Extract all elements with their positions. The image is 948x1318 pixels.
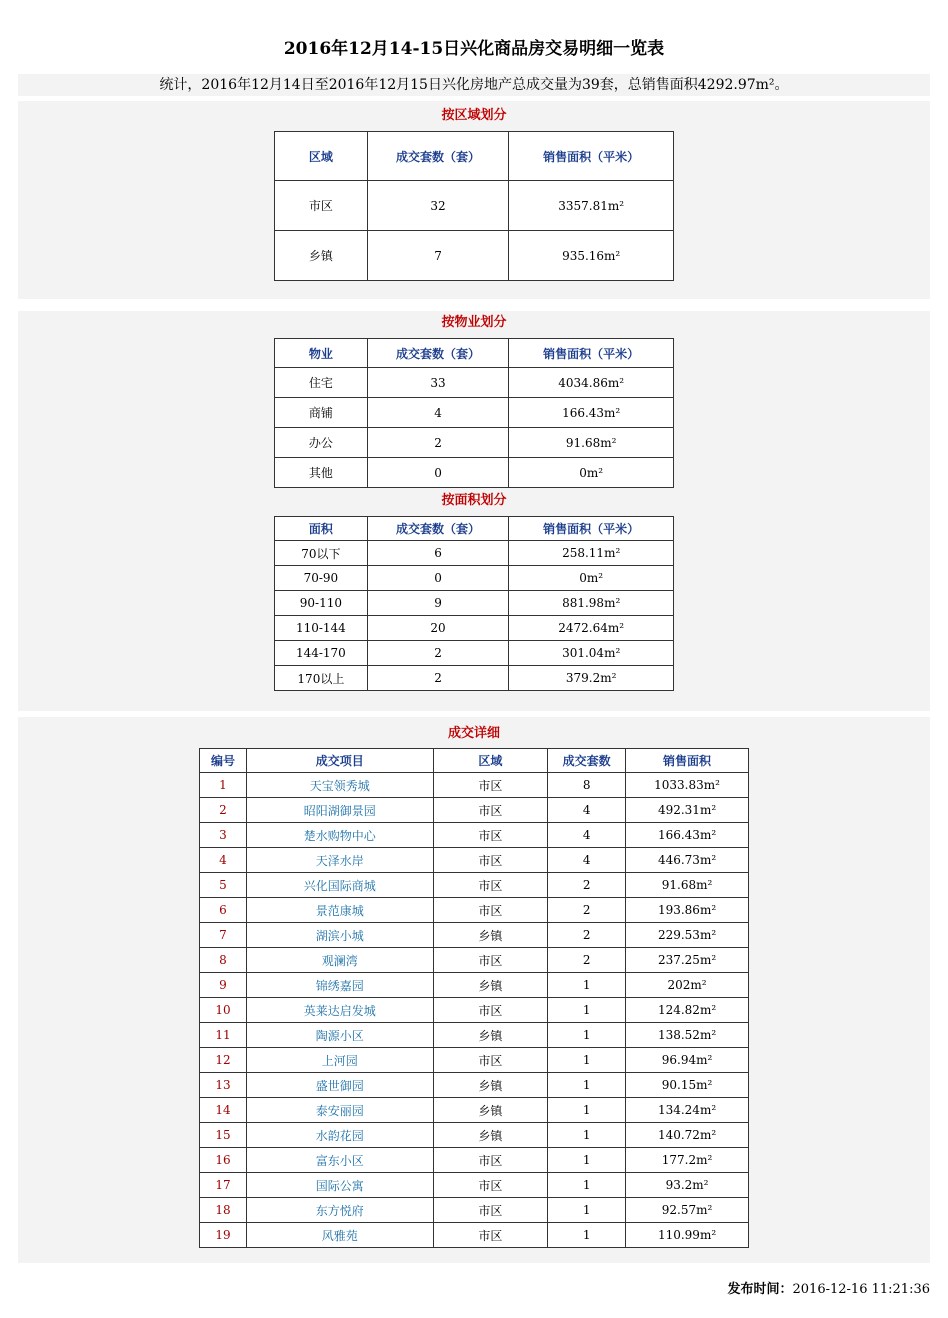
property-cell: 办公 xyxy=(275,428,368,458)
detail-table-row xyxy=(200,873,749,898)
area-cell: 90-110 xyxy=(275,591,368,616)
detail-cell: 市区 xyxy=(433,798,548,823)
detail-table-row xyxy=(200,998,749,1023)
project-link[interactable]: 昭阳湖御景园 xyxy=(246,798,433,823)
region-header-row xyxy=(275,132,674,181)
property-table xyxy=(274,338,674,488)
detail-cell: 1 xyxy=(548,1098,626,1123)
row-number: 18 xyxy=(200,1198,247,1223)
area-cell: 258.11m² xyxy=(509,541,674,566)
property-header-cell: 销售面积（平米） xyxy=(509,339,674,368)
project-link[interactable]: 国际公寓 xyxy=(246,1173,433,1198)
project-link[interactable]: 英莱达启发城 xyxy=(246,998,433,1023)
property-table-row xyxy=(275,428,674,458)
detail-cell: 134.24m² xyxy=(626,1098,749,1123)
area-table xyxy=(274,516,674,691)
row-number: 19 xyxy=(200,1223,247,1248)
detail-cell: 93.2m² xyxy=(626,1173,749,1198)
detail-section xyxy=(18,717,930,1263)
area-cell: 70以下 xyxy=(275,541,368,566)
area-table-row xyxy=(275,641,674,666)
detail-cell: 177.2m² xyxy=(626,1148,749,1173)
detail-cell: 1 xyxy=(548,1148,626,1173)
area-cell: 70-90 xyxy=(275,566,368,591)
region-header-cell: 区域 xyxy=(275,132,368,181)
detail-table-row xyxy=(200,773,749,798)
detail-cell: 乡镇 xyxy=(433,923,548,948)
project-link[interactable]: 景范康城 xyxy=(246,898,433,923)
project-link[interactable]: 盛世御园 xyxy=(246,1073,433,1098)
detail-cell: 229.53m² xyxy=(626,923,749,948)
property-cell: 4034.86m² xyxy=(509,368,674,398)
detail-cell: 市区 xyxy=(433,998,548,1023)
region-cell: 市区 xyxy=(275,181,368,231)
detail-table-row xyxy=(200,823,749,848)
project-link[interactable]: 天泽水岸 xyxy=(246,848,433,873)
detail-cell: 市区 xyxy=(433,1223,548,1248)
property-header-cell: 成交套数（套） xyxy=(367,339,509,368)
row-number: 6 xyxy=(200,898,247,923)
row-number: 13 xyxy=(200,1073,247,1098)
project-link[interactable]: 东方悦府 xyxy=(246,1198,433,1223)
detail-cell: 237.25m² xyxy=(626,948,749,973)
row-number: 4 xyxy=(200,848,247,873)
detail-cell: 市区 xyxy=(433,773,548,798)
project-link[interactable]: 富东小区 xyxy=(246,1148,433,1173)
area-cell: 379.2m² xyxy=(509,666,674,691)
area-header-cell: 面积 xyxy=(275,517,368,541)
detail-cell: 乡镇 xyxy=(433,1023,548,1048)
area-cell: 881.98m² xyxy=(509,591,674,616)
row-number: 5 xyxy=(200,873,247,898)
area-header-cell: 成交套数（套） xyxy=(367,517,509,541)
area-cell: 301.04m² xyxy=(509,641,674,666)
detail-cell: 市区 xyxy=(433,848,548,873)
detail-cell: 市区 xyxy=(433,948,548,973)
detail-header-cell: 销售面积 xyxy=(626,749,749,773)
property-header-cell: 物业 xyxy=(275,339,368,368)
region-header-cell: 销售面积（平米） xyxy=(509,132,674,181)
detail-table-row xyxy=(200,948,749,973)
property-cell: 2 xyxy=(367,428,509,458)
region-table-row xyxy=(275,181,674,231)
detail-cell: 124.82m² xyxy=(626,998,749,1023)
area-cell: 9 xyxy=(367,591,509,616)
region-cell: 3357.81m² xyxy=(509,181,674,231)
detail-cell: 1 xyxy=(548,1048,626,1073)
row-number: 15 xyxy=(200,1123,247,1148)
detail-cell: 市区 xyxy=(433,1048,548,1073)
detail-cell: 1 xyxy=(548,998,626,1023)
summary-text: 统计，2016年12月14日至2016年12月15日兴化房地产总成交量为39套，总销售面积4292.97m²。 xyxy=(18,74,930,96)
detail-header-row xyxy=(200,749,749,773)
detail-cell: 1 xyxy=(548,1023,626,1048)
project-link[interactable]: 观澜湾 xyxy=(246,948,433,973)
detail-header-cell: 成交套数 xyxy=(548,749,626,773)
detail-table xyxy=(199,748,749,1248)
area-cell: 2 xyxy=(367,666,509,691)
row-number: 17 xyxy=(200,1173,247,1198)
detail-table-row xyxy=(200,1098,749,1123)
row-number: 11 xyxy=(200,1023,247,1048)
area-header-row xyxy=(275,517,674,541)
row-number: 3 xyxy=(200,823,247,848)
detail-cell: 1 xyxy=(548,1173,626,1198)
detail-table-row xyxy=(200,898,749,923)
detail-table-row xyxy=(200,973,749,998)
detail-cell: 1 xyxy=(548,1198,626,1223)
detail-cell: 166.43m² xyxy=(626,823,749,848)
area-header-cell: 销售面积（平米） xyxy=(509,517,674,541)
row-number: 2 xyxy=(200,798,247,823)
area-table-row xyxy=(275,541,674,566)
area-table-row xyxy=(275,616,674,641)
detail-cell: 1 xyxy=(548,1073,626,1098)
detail-cell: 2 xyxy=(548,948,626,973)
detail-section-title: 成交详细 xyxy=(447,726,500,741)
area-cell: 6 xyxy=(367,541,509,566)
area-table-row xyxy=(275,566,674,591)
detail-cell: 91.68m² xyxy=(626,873,749,898)
area-table-row xyxy=(275,591,674,616)
detail-cell: 90.15m² xyxy=(626,1073,749,1098)
region-section xyxy=(18,101,930,299)
region-section-title: 按区域划分 xyxy=(441,108,507,123)
area-section-title: 按面积划分 xyxy=(441,493,507,508)
property-cell: 0m² xyxy=(509,458,674,488)
detail-cell: 乡镇 xyxy=(433,973,548,998)
property-cell: 商铺 xyxy=(275,398,368,428)
region-cell: 乡镇 xyxy=(275,231,368,281)
detail-cell: 4 xyxy=(548,798,626,823)
property-cell: 91.68m² xyxy=(509,428,674,458)
detail-cell: 4 xyxy=(548,848,626,873)
area-cell: 0 xyxy=(367,566,509,591)
row-number: 1 xyxy=(200,773,247,798)
detail-cell: 2 xyxy=(548,873,626,898)
property-cell: 0 xyxy=(367,458,509,488)
project-link[interactable]: 兴化国际商城 xyxy=(246,873,433,898)
detail-table-row xyxy=(200,1148,749,1173)
detail-header-cell: 区域 xyxy=(433,749,548,773)
row-number: 10 xyxy=(200,998,247,1023)
project-link[interactable]: 上河园 xyxy=(246,1048,433,1073)
property-cell: 166.43m² xyxy=(509,398,674,428)
detail-cell: 92.57m² xyxy=(626,1198,749,1223)
project-link[interactable]: 泰安丽园 xyxy=(246,1098,433,1123)
project-link[interactable]: 锦绣嘉园 xyxy=(246,973,433,998)
detail-header-cell: 成交项目 xyxy=(246,749,433,773)
detail-cell: 140.72m² xyxy=(626,1123,749,1148)
detail-cell: 446.73m² xyxy=(626,848,749,873)
detail-table-row xyxy=(200,1073,749,1098)
detail-cell: 110.99m² xyxy=(626,1223,749,1248)
detail-cell: 乡镇 xyxy=(433,1098,548,1123)
area-cell: 0m² xyxy=(509,566,674,591)
property-section-title: 按物业划分 xyxy=(441,315,507,330)
publish-time-value: 2016-12-16 11:21:36 xyxy=(792,1282,930,1297)
area-cell: 2 xyxy=(367,641,509,666)
row-number: 12 xyxy=(200,1048,247,1073)
project-link[interactable]: 楚水购物中心 xyxy=(246,823,433,848)
project-link[interactable]: 湖滨小城 xyxy=(246,923,433,948)
detail-cell: 市区 xyxy=(433,1148,548,1173)
property-table-row xyxy=(275,398,674,428)
project-link[interactable]: 水韵花园 xyxy=(246,1123,433,1148)
row-number: 7 xyxy=(200,923,247,948)
project-link[interactable]: 风雅苑 xyxy=(246,1223,433,1248)
detail-cell: 乡镇 xyxy=(433,1073,548,1098)
property-header-row xyxy=(275,339,674,368)
detail-cell: 1 xyxy=(548,1123,626,1148)
detail-cell: 市区 xyxy=(433,1173,548,1198)
row-number: 9 xyxy=(200,973,247,998)
detail-table-row xyxy=(200,1223,749,1248)
detail-cell: 1033.83m² xyxy=(626,773,749,798)
property-cell: 其他 xyxy=(275,458,368,488)
detail-cell: 市区 xyxy=(433,898,548,923)
detail-cell: 市区 xyxy=(433,823,548,848)
detail-table-row xyxy=(200,848,749,873)
detail-cell: 1 xyxy=(548,1223,626,1248)
detail-header-cell: 编号 xyxy=(200,749,247,773)
row-number: 8 xyxy=(200,948,247,973)
area-table-row xyxy=(275,666,674,691)
detail-cell: 市区 xyxy=(433,1198,548,1223)
region-table-row xyxy=(275,231,674,281)
detail-table-row xyxy=(200,798,749,823)
region-cell: 32 xyxy=(367,181,509,231)
detail-table-row xyxy=(200,923,749,948)
region-cell: 7 xyxy=(367,231,509,281)
property-cell: 4 xyxy=(367,398,509,428)
row-number: 16 xyxy=(200,1148,247,1173)
detail-cell: 138.52m² xyxy=(626,1023,749,1048)
area-cell: 144-170 xyxy=(275,641,368,666)
detail-cell: 4 xyxy=(548,823,626,848)
publish-time-label: 发布时间： xyxy=(727,1282,793,1297)
row-number: 14 xyxy=(200,1098,247,1123)
area-cell: 110-144 xyxy=(275,616,368,641)
property-table-row xyxy=(275,458,674,488)
detail-cell: 2 xyxy=(548,923,626,948)
detail-table-row xyxy=(200,1048,749,1073)
region-table xyxy=(274,131,674,281)
detail-cell: 8 xyxy=(548,773,626,798)
detail-cell: 2 xyxy=(548,898,626,923)
project-link[interactable]: 陶源小区 xyxy=(246,1023,433,1048)
area-cell: 20 xyxy=(367,616,509,641)
property-cell: 住宅 xyxy=(275,368,368,398)
property-cell: 33 xyxy=(367,368,509,398)
property-table-row xyxy=(275,368,674,398)
region-cell: 935.16m² xyxy=(509,231,674,281)
detail-table-row xyxy=(200,1123,749,1148)
detail-cell: 96.94m² xyxy=(626,1048,749,1073)
page-title: 2016年12月14-15日兴化商品房交易明细一览表 xyxy=(283,39,665,59)
project-link[interactable]: 天宝领秀城 xyxy=(246,773,433,798)
property-area-section xyxy=(18,311,930,711)
detail-table-row xyxy=(200,1173,749,1198)
region-header-cell: 成交套数（套） xyxy=(367,132,509,181)
detail-cell: 202m² xyxy=(626,973,749,998)
detail-cell: 492.31m² xyxy=(626,798,749,823)
detail-table-row xyxy=(200,1198,749,1223)
area-cell: 170以上 xyxy=(275,666,368,691)
detail-table-row xyxy=(200,1023,749,1048)
area-cell: 2472.64m² xyxy=(509,616,674,641)
detail-cell: 1 xyxy=(548,973,626,998)
publish-time xyxy=(728,1278,931,1297)
detail-cell: 市区 xyxy=(433,873,548,898)
detail-cell: 193.86m² xyxy=(626,898,749,923)
detail-cell: 乡镇 xyxy=(433,1123,548,1148)
